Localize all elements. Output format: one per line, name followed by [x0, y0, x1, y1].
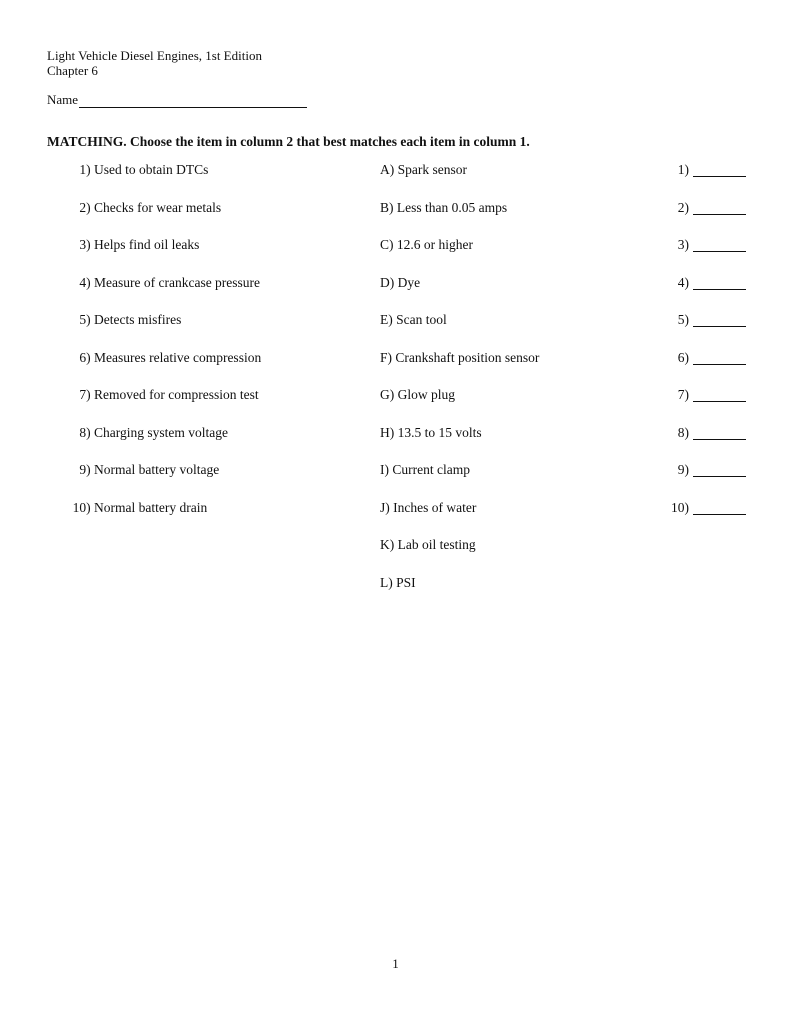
answer-number: 2)	[677, 199, 689, 215]
matching-row	[0, 162, 791, 184]
book-title: Light Vehicle Diesel Engines, 1st Edition	[47, 48, 262, 63]
answer-blank[interactable]	[693, 214, 746, 215]
column2-item: B) Less than 0.05 amps	[380, 199, 508, 215]
column2-item: I) Current clamp	[380, 462, 470, 477]
answer-number: 5)	[677, 312, 689, 327]
column2-item: E) Scan tool	[380, 312, 447, 327]
column2-item: C) 12.6 or higher	[380, 237, 473, 252]
column2-item: F) Crankshaft position sensor	[380, 349, 540, 365]
matching-row	[0, 462, 791, 484]
column2-item: K) Lab oil testing	[380, 537, 476, 552]
column1-item: 2) Checks for wear metals	[79, 199, 222, 215]
column1-item: 10) Normal battery drain	[72, 499, 208, 515]
name-field-row	[47, 92, 307, 108]
answer-blank[interactable]	[693, 176, 746, 177]
answer-blank[interactable]	[693, 439, 746, 440]
answer-number: 7)	[677, 387, 689, 402]
answer-blank[interactable]	[693, 514, 746, 515]
column2-item: L) PSI	[380, 574, 416, 590]
column1-item: 7) Removed for compression test	[79, 387, 259, 402]
answer-blank[interactable]	[693, 476, 746, 477]
name-label: Name	[47, 92, 79, 107]
matching-row	[0, 575, 791, 597]
column1-item: 1) Used to obtain DTCs	[79, 162, 209, 177]
name-field[interactable]	[79, 95, 307, 108]
answer-number: 9)	[677, 462, 689, 477]
column2-item: A) Spark sensor	[380, 162, 467, 177]
answer-number: 1)	[677, 162, 689, 177]
column2-item: D) Dye	[380, 274, 421, 290]
column1-item: 4) Measure of crankcase pressure	[79, 274, 261, 290]
matching-row	[0, 387, 791, 409]
document-header	[47, 48, 262, 78]
column1-item: 8) Charging system voltage	[79, 424, 228, 440]
matching-row	[0, 237, 791, 259]
column1-item: 6) Measures relative compression	[79, 349, 262, 365]
column1-item: 3) Helps find oil leaks	[79, 237, 200, 252]
instructions: MATCHING. Choose the item in column 2 that best matches each item in column 1.	[47, 134, 530, 149]
column1-item: 9) Normal battery voltage	[79, 462, 220, 477]
answer-blank[interactable]	[693, 251, 746, 252]
answer-number: 6)	[677, 349, 689, 365]
page-number: 1	[392, 956, 399, 971]
column2-item: J) Inches of water	[380, 499, 477, 515]
answer-number: 3)	[677, 237, 689, 252]
column2-item: H) 13.5 to 15 volts	[380, 424, 482, 440]
matching-row	[0, 537, 791, 559]
answer-blank[interactable]	[693, 289, 746, 290]
answer-blank[interactable]	[693, 326, 746, 327]
answer-number: 4)	[677, 274, 689, 290]
column2-item: G) Glow plug	[380, 387, 455, 402]
answer-blank[interactable]	[693, 401, 746, 402]
matching-row	[0, 275, 791, 297]
matching-row	[0, 500, 791, 522]
matching-row	[0, 425, 791, 447]
column1-item: 5) Detects misfires	[79, 312, 182, 327]
answer-number: 8)	[677, 424, 689, 440]
answer-blank[interactable]	[693, 364, 746, 365]
matching-row	[0, 200, 791, 222]
matching-row	[0, 350, 791, 372]
matching-row	[0, 312, 791, 334]
answer-number: 10)	[671, 499, 689, 515]
chapter-label: Chapter 6	[47, 63, 98, 78]
